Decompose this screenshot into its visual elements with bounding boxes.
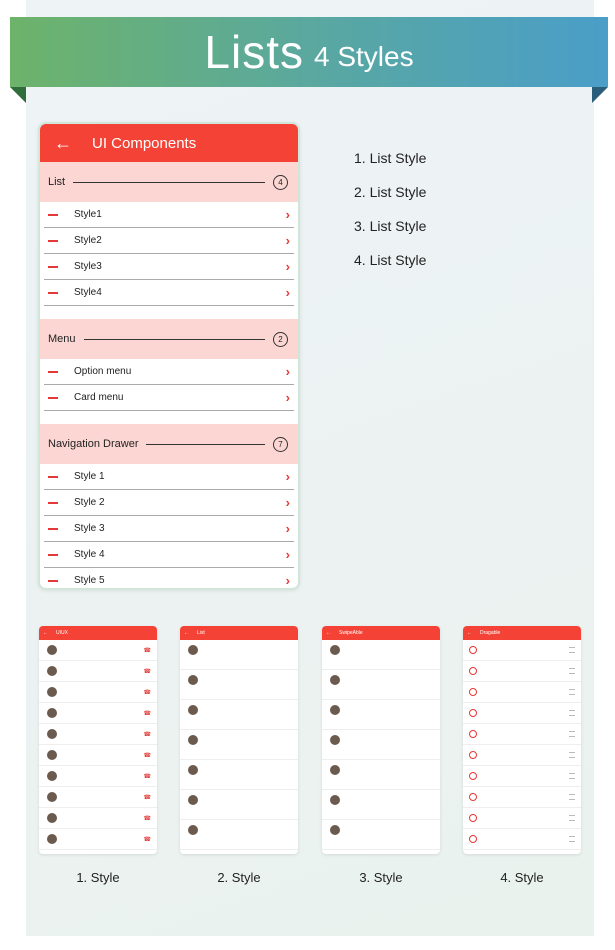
thumbnail-app-bar <box>322 626 440 640</box>
remove-circle-icon <box>469 772 477 780</box>
draggable-row <box>463 808 581 829</box>
drag-handle-icon <box>569 815 575 821</box>
chevron-right-icon: › <box>285 469 290 484</box>
draggable-row <box>463 745 581 766</box>
remove-circle-icon <box>469 814 477 822</box>
section-header-list <box>40 162 298 202</box>
avatar <box>188 675 198 685</box>
draggable-row <box>463 703 581 724</box>
contact-row <box>39 808 157 829</box>
drag-handle-icon <box>569 794 575 800</box>
style-list-item: 2. List Style <box>354 184 427 200</box>
list-item[interactable] <box>44 228 294 254</box>
contact-row <box>39 661 157 682</box>
dash-icon <box>48 476 58 478</box>
draggable-row <box>463 766 581 787</box>
message-row <box>180 790 298 820</box>
contact-row <box>39 766 157 787</box>
message-row <box>180 730 298 760</box>
dash-icon <box>48 266 58 268</box>
message-row <box>322 670 440 700</box>
app-bar-title: UI Components <box>92 134 197 152</box>
thumbnail-caption: 1. Style <box>76 870 120 885</box>
section-count-badge: 4 <box>273 175 288 190</box>
avatar <box>330 765 340 775</box>
avatar <box>47 708 57 718</box>
app-bar <box>40 124 298 162</box>
back-arrow-icon: ← <box>326 630 331 636</box>
message-row <box>180 760 298 790</box>
thumbnail-app-bar <box>463 626 581 640</box>
thumbnail-title: List <box>197 630 205 636</box>
style-list-item: 3. List Style <box>354 218 427 234</box>
remove-circle-icon <box>469 730 477 738</box>
list-item[interactable] <box>44 254 294 280</box>
chevron-right-icon: › <box>285 259 290 274</box>
thumbnail-caption: 3. Style <box>359 870 403 885</box>
avatar <box>188 795 198 805</box>
chevron-right-icon: › <box>285 390 290 405</box>
contact-row <box>39 703 157 724</box>
draggable-row <box>463 682 581 703</box>
remove-circle-icon <box>469 688 477 696</box>
drag-handle-icon <box>569 647 575 653</box>
avatar <box>47 834 57 844</box>
dash-icon <box>48 554 58 556</box>
list-item-label: Style 5 <box>74 575 105 586</box>
chevron-right-icon: › <box>285 285 290 300</box>
contact-row <box>39 682 157 703</box>
avatar <box>188 765 198 775</box>
thumbnail-style-1 <box>39 626 157 854</box>
style-list-item: 1. List Style <box>354 150 427 166</box>
drag-handle-icon <box>569 689 575 695</box>
message-row <box>322 820 440 850</box>
list-item[interactable] <box>44 464 294 490</box>
drag-handle-icon <box>569 752 575 758</box>
message-row <box>180 670 298 700</box>
avatar <box>47 687 57 697</box>
avatar <box>330 735 340 745</box>
list-item-label: Style 4 <box>74 549 105 560</box>
thumbnail-caption: 4. Style <box>500 870 544 885</box>
list-item-label: Style 1 <box>74 471 105 482</box>
drag-handle-icon <box>569 773 575 779</box>
list-item-label: Style2 <box>74 235 102 246</box>
back-arrow-icon: ← <box>184 630 189 636</box>
draggable-row <box>463 829 581 850</box>
message-row <box>322 700 440 730</box>
avatar <box>330 675 340 685</box>
avatar <box>188 735 198 745</box>
message-row <box>322 850 440 854</box>
dash-icon <box>48 502 58 504</box>
section-divider <box>73 182 265 183</box>
avatar <box>188 705 198 715</box>
phone-icon: ☎ <box>143 773 151 780</box>
remove-circle-icon <box>469 793 477 801</box>
contact-row <box>39 640 157 661</box>
draggable-row <box>463 787 581 808</box>
avatar <box>47 792 57 802</box>
banner-title: Lists <box>204 26 304 78</box>
thumbnail-caption: 2. Style <box>217 870 261 885</box>
remove-circle-icon <box>469 709 477 717</box>
list-item-label: Card menu <box>74 392 124 403</box>
chevron-right-icon: › <box>285 233 290 248</box>
avatar <box>47 645 57 655</box>
section-divider <box>146 444 265 445</box>
chevron-right-icon: › <box>285 364 290 379</box>
message-row <box>322 730 440 760</box>
avatar <box>330 645 340 655</box>
thumbnail-title: SwipeAble <box>339 630 363 636</box>
list-item-label: Style 3 <box>74 523 105 534</box>
message-row <box>322 790 440 820</box>
avatar <box>47 771 57 781</box>
thumbnail-style-4 <box>463 626 581 854</box>
dash-icon <box>48 528 58 530</box>
contact-row <box>39 745 157 766</box>
list-item[interactable] <box>44 385 294 411</box>
thumbnail-style-2 <box>180 626 298 854</box>
section-count-badge: 2 <box>273 332 288 347</box>
list-item[interactable] <box>44 202 294 228</box>
thumbnail-app-bar <box>39 626 157 640</box>
section-header-menu <box>40 319 298 359</box>
remove-circle-icon <box>469 751 477 759</box>
list-item[interactable] <box>44 542 294 568</box>
avatar <box>330 705 340 715</box>
style-list <box>354 150 426 286</box>
draggable-row <box>463 661 581 682</box>
list-item[interactable] <box>44 490 294 516</box>
section-title: Menu <box>48 333 76 345</box>
remove-circle-icon <box>469 667 477 675</box>
avatar <box>47 813 57 823</box>
dash-icon <box>48 240 58 242</box>
thumbnail-title: UIUX <box>56 630 68 636</box>
chevron-right-icon: › <box>285 521 290 536</box>
dash-icon <box>48 214 58 216</box>
avatar <box>188 825 198 835</box>
section-title: List <box>48 176 66 188</box>
banner-fold-left <box>10 87 26 103</box>
section-title: Navigation Drawer <box>48 438 139 450</box>
phone-icon: ☎ <box>143 710 151 717</box>
message-row <box>322 640 440 670</box>
list-item[interactable] <box>44 568 294 590</box>
list-item[interactable] <box>44 516 294 542</box>
phone-icon: ☎ <box>143 668 151 675</box>
drag-handle-icon <box>569 668 575 674</box>
spacer <box>40 306 298 319</box>
avatar <box>47 666 57 676</box>
spacer <box>40 411 298 424</box>
back-arrow-icon: ← <box>467 630 472 636</box>
style-list-item: 4. List Style <box>354 252 427 268</box>
section-header-navigation-drawer <box>40 424 298 464</box>
remove-circle-icon <box>469 646 477 654</box>
phone-icon: ☎ <box>143 731 151 738</box>
draggable-row <box>463 640 581 661</box>
phone-icon: ☎ <box>143 836 151 843</box>
list-item-label: Style3 <box>74 261 102 272</box>
message-row <box>180 820 298 850</box>
chevron-right-icon: › <box>285 573 290 588</box>
dash-icon <box>48 580 58 582</box>
dash-icon <box>48 371 58 373</box>
thumbnail-app-bar <box>180 626 298 640</box>
back-arrow-icon: ← <box>43 630 48 636</box>
list-item-label: Style1 <box>74 209 102 220</box>
list-item[interactable] <box>44 280 294 306</box>
phone-mockup <box>38 122 300 590</box>
title-banner <box>10 17 608 87</box>
list-item-label: Style4 <box>74 287 102 298</box>
thumbnail-style-3 <box>322 626 440 854</box>
phone-icon: ☎ <box>143 647 151 654</box>
contact-row <box>39 829 157 850</box>
drag-handle-icon <box>569 710 575 716</box>
avatar <box>188 645 198 655</box>
chevron-right-icon: › <box>285 207 290 222</box>
section-count-badge: 7 <box>273 437 288 452</box>
list-item-label: Option menu <box>74 366 132 377</box>
drag-handle-icon <box>569 836 575 842</box>
message-row <box>180 640 298 670</box>
message-row <box>180 850 298 854</box>
avatar <box>47 729 57 739</box>
chevron-right-icon: › <box>285 547 290 562</box>
list-item-label: Style 2 <box>74 497 105 508</box>
phone-icon: ☎ <box>143 752 151 759</box>
dash-icon <box>48 292 58 294</box>
back-arrow-icon[interactable]: ← <box>54 132 72 153</box>
banner-subtitle: 4 Styles <box>313 41 414 72</box>
phone-icon: ☎ <box>143 794 151 801</box>
contact-row <box>39 724 157 745</box>
banner-fold-right <box>592 87 608 103</box>
drag-handle-icon <box>569 731 575 737</box>
avatar <box>330 825 340 835</box>
thumbnail-title: Dragable <box>480 630 501 636</box>
avatar <box>47 750 57 760</box>
message-row <box>180 700 298 730</box>
dash-icon <box>48 397 58 399</box>
draggable-row <box>463 724 581 745</box>
phone-icon: ☎ <box>143 815 151 822</box>
chevron-right-icon: › <box>285 495 290 510</box>
remove-circle-icon <box>469 835 477 843</box>
phone-icon: ☎ <box>143 689 151 696</box>
list-item[interactable] <box>44 359 294 385</box>
message-row <box>322 760 440 790</box>
section-divider <box>84 339 265 340</box>
avatar <box>330 795 340 805</box>
contact-row <box>39 787 157 808</box>
